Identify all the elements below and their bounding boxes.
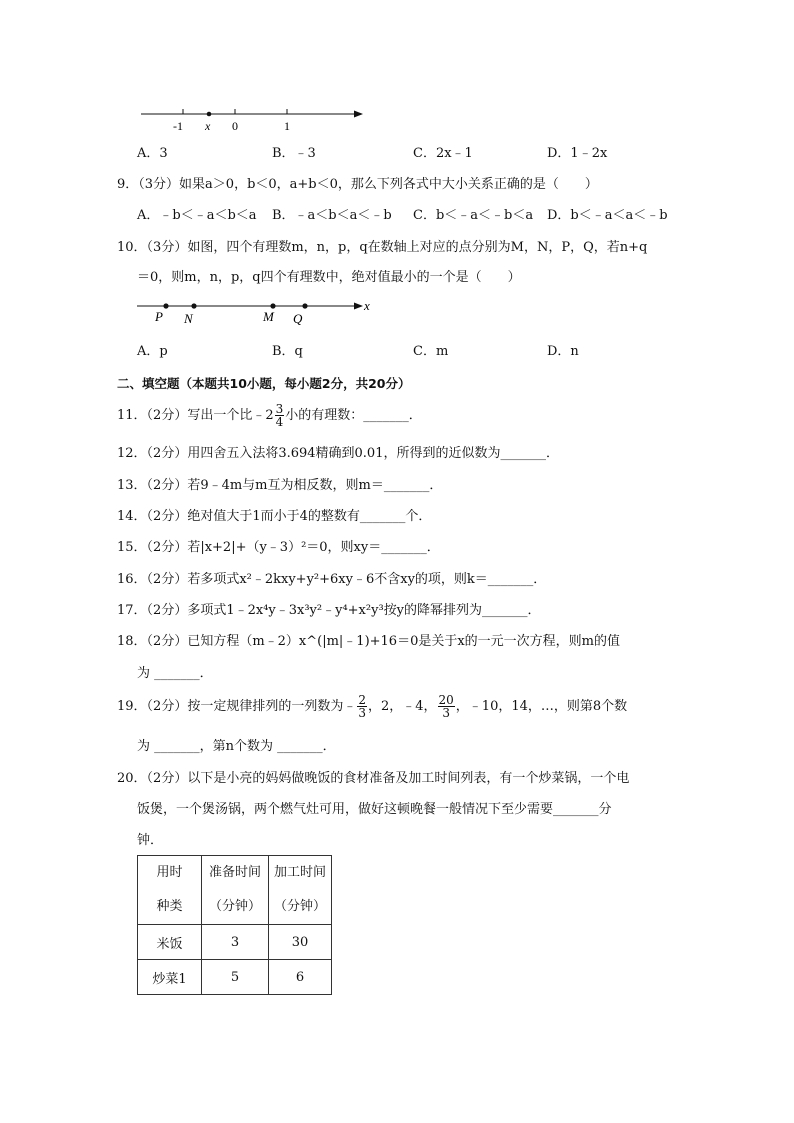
q19-text-middle: ，2，﹣4， <box>367 699 437 714</box>
question-17: 17．（2分）多项式1﹣2x⁴y﹣3x³y²﹣y⁴+x²y³按y的降幂排列为_______． <box>117 603 541 618</box>
header-c1-line2: 种类 <box>156 899 183 914</box>
q11-text-before: 11．（2分）写出一个比﹣2 <box>117 408 274 423</box>
point-m <box>270 303 275 308</box>
tick-label-1: 1 <box>284 119 290 133</box>
q11-fraction <box>275 403 285 428</box>
question-19-line2: 为 _______，第n个数为 _______． <box>137 739 336 754</box>
label-p: P <box>155 309 163 324</box>
q8-option-d: D．1﹣2x <box>547 146 608 161</box>
q9-option-d: D．b＜﹣a＜a＜﹣b <box>547 208 668 223</box>
header-c2-line1: 准备时间 <box>208 865 261 880</box>
label-n: N <box>184 311 193 326</box>
q19-frac2-num: 20 <box>438 693 454 707</box>
question-20-line1: 20．（2分）以下是小亮的妈妈做晚饭的食材准备及加工时间列表，有一个炒菜锅，一个电 <box>117 771 630 786</box>
header-c3-line1: 加工时间 <box>273 865 326 880</box>
question-13: 13．（2分）若9﹣4m与m互为相反数，则m＝_______． <box>117 478 443 493</box>
question-20-line3: 钟． <box>137 833 164 848</box>
q19-fraction-1 <box>357 694 367 719</box>
q10-option-a: A．p <box>137 344 168 359</box>
q8-option-c: C．2x﹣1 <box>413 146 473 161</box>
q19-frac2-den: 3 <box>442 706 450 720</box>
q8-option-b: B．﹣3 <box>272 146 316 161</box>
header-category <box>138 856 202 925</box>
point-n <box>191 303 196 308</box>
table-header-row <box>138 856 332 925</box>
q19-frac1-den: 3 <box>358 706 366 720</box>
question-10-line2: ＝0，则m，n，p，q四个有理数中，绝对值最小的一个是（ ） <box>137 270 521 285</box>
row-2-name: 炒菜1 <box>138 960 202 995</box>
header-c1-line1: 用时 <box>156 865 183 880</box>
q10-option-d: D．n <box>547 344 579 359</box>
q19-frac1-num: 2 <box>358 693 366 707</box>
tick-label-0: 0 <box>232 119 238 133</box>
q10-number-line <box>135 296 385 328</box>
q11-text-after: 小的有理数：_______． <box>285 408 422 423</box>
axis-label-x: x <box>364 298 370 313</box>
row-1-prep: 3 <box>202 925 269 960</box>
header-cook-time <box>269 856 332 925</box>
time-table <box>137 855 332 995</box>
question-18-line2: 为 _______． <box>137 666 213 681</box>
section-2-title: 二、填空题（本题共10小题，每小题2分，共20分） <box>117 376 411 391</box>
question-12: 12．（2分）用四舍五入法将3.694精确到0.01，所得到的近似数为_______． <box>117 446 559 461</box>
q19-fraction-2 <box>438 694 455 719</box>
q9-option-a: A．﹣b＜﹣a＜b＜a <box>137 208 257 223</box>
header-c2-line2: （分钟） <box>208 899 261 914</box>
question-15: 15．（2分）若|x+2|+（y﹣3）²＝0，则xy＝_______． <box>117 540 440 555</box>
q9-option-c: C．b＜﹣a＜﹣b＜a <box>413 208 534 223</box>
question-10-line1: 10．（3分）如图，四个有理数m，n，p，q在数轴上对应的点分别为M，N，P，Q，若n+q <box>117 240 648 255</box>
header-prep-time <box>202 856 269 925</box>
header-c3-line2: （分钟） <box>273 899 326 914</box>
q8-option-a: A．3 <box>137 146 168 161</box>
q11-frac-den: 4 <box>275 415 284 429</box>
question-20-line2: 饭煲，一个煲汤锅，两个燃气灶可用，做好这顿晚餐一般情况下至少需要_______分 <box>137 802 612 817</box>
point-p <box>163 303 168 308</box>
point-q <box>302 303 307 308</box>
tick-label-neg1: -1 <box>173 119 183 133</box>
row-1-name: 米饭 <box>138 925 202 960</box>
question-16: 16．（2分）若多项式x²﹣2kxy+y²+6xy﹣6不含xy的项，则k＝_______． <box>117 572 547 587</box>
row-2-cook: 6 <box>269 960 332 995</box>
tick-label-x: x <box>205 119 211 133</box>
q9-option-b: B．﹣a＜b＜a＜﹣b <box>272 208 392 223</box>
label-m: M <box>263 309 274 324</box>
q8-number-line <box>135 100 375 136</box>
point-x <box>207 112 212 117</box>
question-19-line1 <box>117 693 627 721</box>
q19-text-after: ，﹣10，14，…，则第8个数 <box>455 699 628 714</box>
table-row <box>138 925 332 960</box>
question-9: 9．（3分）如果a＞0，b＜0，a+b＜0，那么下列各式中大小关系正确的是（ ） <box>117 177 598 192</box>
q10-option-c: C．m <box>413 344 449 359</box>
q19-text-before: 19．（2分）按一定规律排列的一列数为﹣ <box>117 699 357 714</box>
row-2-prep: 5 <box>202 960 269 995</box>
table-row <box>138 960 332 995</box>
q11-frac-num: 3 <box>275 402 284 416</box>
question-11 <box>117 402 422 430</box>
question-14: 14．（2分）绝对值大于1而小于4的整数有_______个． <box>117 509 432 524</box>
q10-option-b: B．q <box>272 344 303 359</box>
label-q: Q <box>293 311 303 326</box>
question-18-line1: 18．（2分）已知方程（m﹣2）x^(|m|﹣1)+16＝0是关于x的一元一次方程，则m的值 <box>117 634 621 649</box>
row-1-cook: 30 <box>269 925 332 960</box>
